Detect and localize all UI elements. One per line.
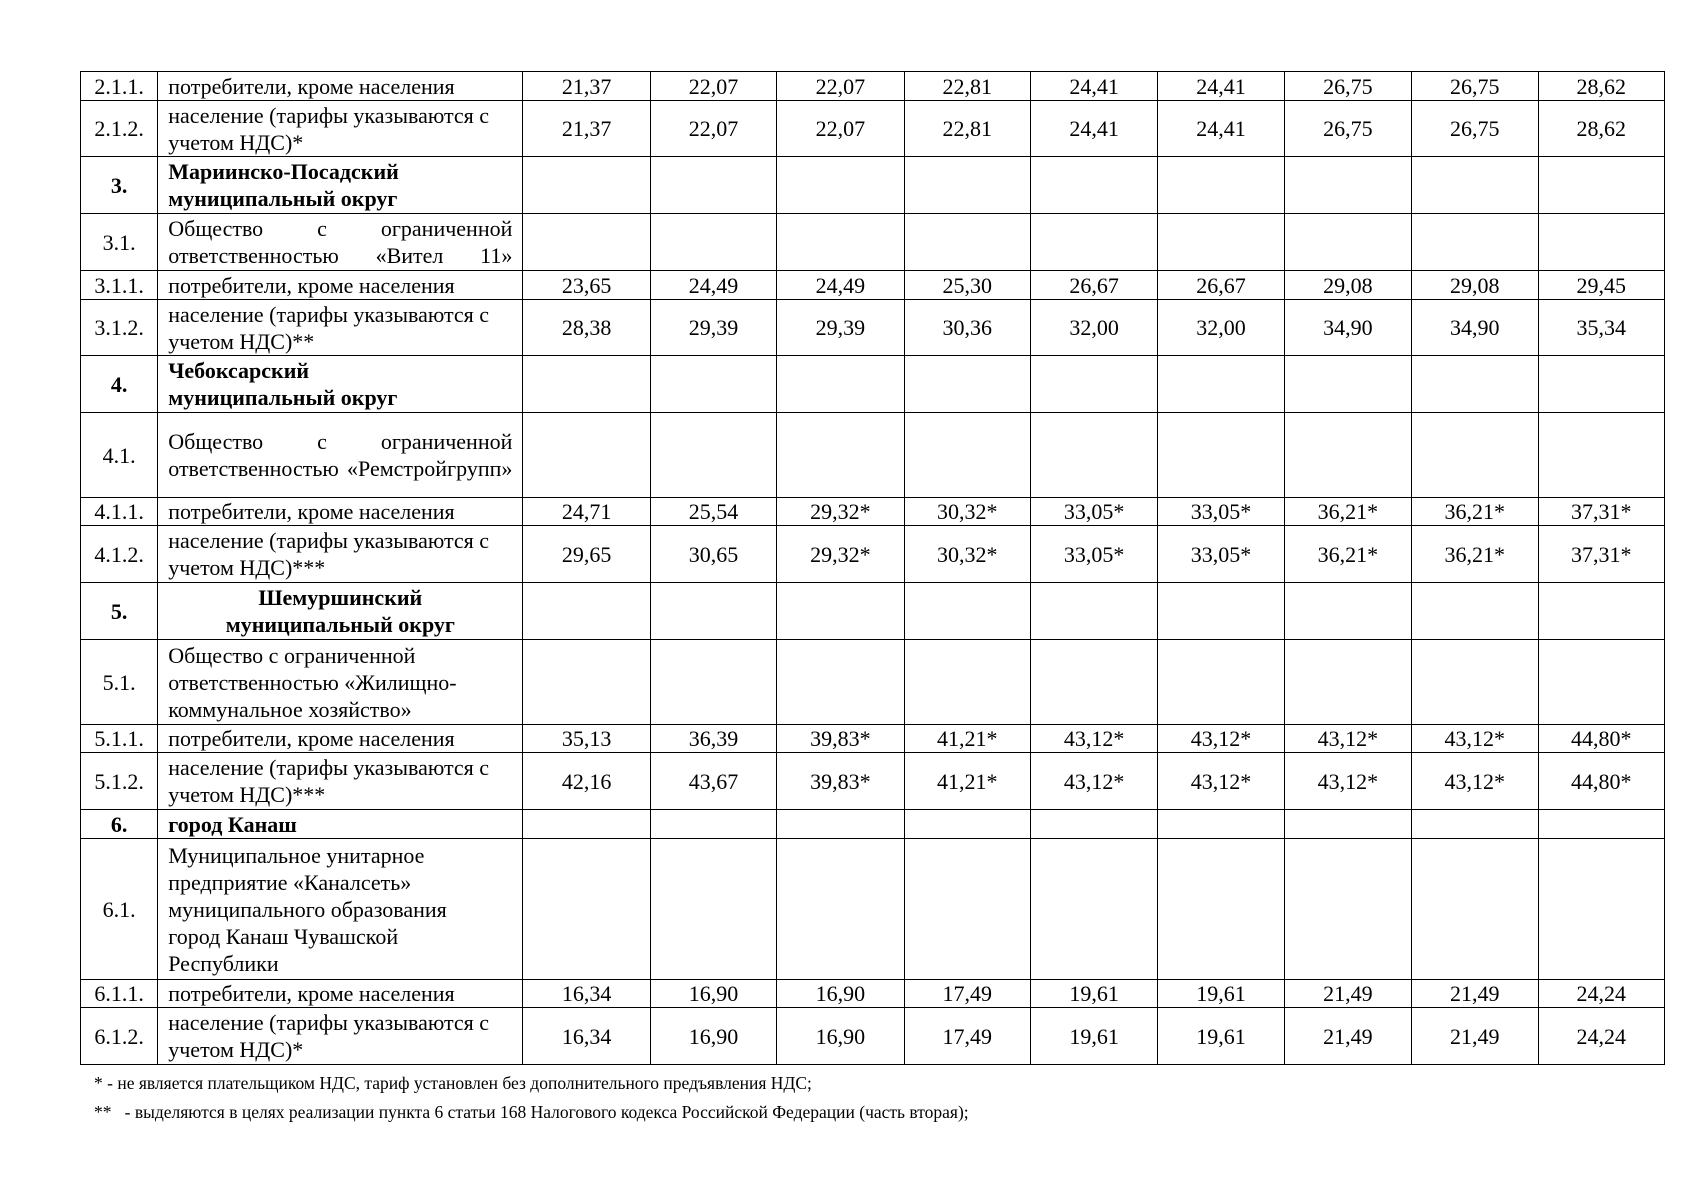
value-cell: 39,83* <box>777 725 904 753</box>
value-cell <box>1412 839 1538 980</box>
value-cell <box>1538 157 1665 214</box>
value-cell <box>523 583 650 640</box>
value-cell <box>650 356 776 413</box>
value-cell: 39,83* <box>777 753 904 810</box>
value-cell: 24,49 <box>777 271 904 300</box>
value-cell: 29,39 <box>777 300 904 356</box>
row-number: 5.1.1. <box>81 725 158 753</box>
table-row <box>81 640 1665 725</box>
row-number: 3.1.1. <box>81 271 158 300</box>
value-cell <box>650 810 776 839</box>
value-cell: 26,75 <box>1284 72 1411 101</box>
value-cell: 19,61 <box>1158 980 1284 1008</box>
value-cell <box>904 640 1030 725</box>
value-cell: 43,12* <box>1284 725 1411 753</box>
value-cell <box>1538 583 1665 640</box>
value-cell <box>1158 356 1284 413</box>
row-name: Общество с ограниченной ответственностью «Жилищно-коммунальное хозяйство» <box>158 640 523 725</box>
value-cell <box>904 839 1030 980</box>
value-cell: 19,61 <box>1158 1008 1284 1065</box>
row-number: 3.1.2. <box>81 300 158 356</box>
value-cell: 42,16 <box>523 753 650 810</box>
value-cell: 30,65 <box>650 526 776 583</box>
value-cell: 33,05* <box>1030 526 1157 583</box>
value-cell: 26,75 <box>1412 101 1538 157</box>
section-row <box>81 583 1665 640</box>
row-number: 5.1. <box>81 640 158 725</box>
value-cell: 36,21* <box>1412 498 1538 526</box>
value-cell: 29,32* <box>777 526 904 583</box>
section-title: Чебоксарский муниципальный округ <box>158 356 523 413</box>
value-cell <box>1158 413 1284 498</box>
table-row <box>81 300 1665 356</box>
section-title: город Канаш <box>158 810 523 839</box>
value-cell: 30,32* <box>904 526 1030 583</box>
value-cell: 26,67 <box>1030 271 1157 300</box>
section-number: 3. <box>81 157 158 214</box>
row-number: 4.1.1. <box>81 498 158 526</box>
value-cell <box>777 839 904 980</box>
value-cell: 22,07 <box>650 72 776 101</box>
value-cell: 21,49 <box>1412 1008 1538 1065</box>
value-cell <box>777 157 904 214</box>
value-cell <box>650 640 776 725</box>
value-cell: 29,39 <box>650 300 776 356</box>
value-cell <box>1284 214 1411 271</box>
value-cell <box>1030 157 1157 214</box>
value-cell: 23,65 <box>523 271 650 300</box>
value-cell: 37,31* <box>1538 498 1665 526</box>
value-cell <box>1412 413 1538 498</box>
value-cell: 43,12* <box>1284 753 1411 810</box>
value-cell: 36,21* <box>1284 498 1411 526</box>
row-number: 2.1.2. <box>81 101 158 157</box>
value-cell: 24,41 <box>1158 72 1284 101</box>
value-cell <box>1412 583 1538 640</box>
table-row <box>81 753 1665 810</box>
section-title: Шемуршинский муниципальный округ <box>158 583 523 640</box>
value-cell <box>904 413 1030 498</box>
value-cell: 24,24 <box>1538 1008 1665 1065</box>
section-row <box>81 810 1665 839</box>
value-cell: 17,49 <box>904 1008 1030 1065</box>
value-cell <box>1284 413 1411 498</box>
value-cell <box>523 839 650 980</box>
value-cell: 22,07 <box>777 101 904 157</box>
table-row <box>81 980 1665 1008</box>
row-number: 6.1.1. <box>81 980 158 1008</box>
value-cell <box>1538 839 1665 980</box>
value-cell <box>1158 810 1284 839</box>
value-cell <box>1158 583 1284 640</box>
value-cell <box>1412 157 1538 214</box>
value-cell: 16,90 <box>777 980 904 1008</box>
value-cell <box>1030 214 1157 271</box>
value-cell <box>1158 640 1284 725</box>
value-cell: 26,75 <box>1284 101 1411 157</box>
value-cell <box>777 810 904 839</box>
value-cell <box>1538 640 1665 725</box>
section-row <box>81 356 1665 413</box>
value-cell <box>1412 810 1538 839</box>
table-row <box>81 526 1665 583</box>
value-cell: 22,81 <box>904 101 1030 157</box>
row-name: население (тарифы указываются с учетом НДС)* <box>158 1008 523 1065</box>
value-cell <box>1412 356 1538 413</box>
value-cell <box>1284 640 1411 725</box>
table-row <box>81 214 1665 271</box>
value-cell <box>1538 810 1665 839</box>
value-cell: 17,49 <box>904 980 1030 1008</box>
value-cell: 29,08 <box>1412 271 1538 300</box>
row-number: 3.1. <box>81 214 158 271</box>
value-cell: 16,34 <box>523 1008 650 1065</box>
value-cell: 25,30 <box>904 271 1030 300</box>
table-row <box>81 725 1665 753</box>
row-number: 4.1. <box>81 413 158 498</box>
value-cell: 24,41 <box>1030 72 1157 101</box>
table-row <box>81 101 1665 157</box>
value-cell: 36,21* <box>1412 526 1538 583</box>
value-cell <box>1030 413 1157 498</box>
value-cell <box>650 157 776 214</box>
section-number: 5. <box>81 583 158 640</box>
value-cell: 29,32* <box>777 498 904 526</box>
value-cell: 21,37 <box>523 72 650 101</box>
value-cell <box>1158 214 1284 271</box>
value-cell <box>650 583 776 640</box>
value-cell: 29,65 <box>523 526 650 583</box>
value-cell: 33,05* <box>1030 498 1157 526</box>
value-cell: 30,36 <box>904 300 1030 356</box>
section-title: Мариинско-Посадский муниципальный округ <box>158 157 523 214</box>
table-row <box>81 271 1665 300</box>
value-cell: 44,80* <box>1538 753 1665 810</box>
value-cell <box>1030 640 1157 725</box>
value-cell: 16,34 <box>523 980 650 1008</box>
value-cell: 24,71 <box>523 498 650 526</box>
row-name: население (тарифы указываются с учетом НДС)* <box>158 101 523 157</box>
row-number: 6.1.2. <box>81 1008 158 1065</box>
table-row <box>81 413 1665 498</box>
value-cell: 24,24 <box>1538 980 1665 1008</box>
value-cell <box>1030 839 1157 980</box>
row-name: Общество с ограниченной ответственностью «Ремстройгрупп» <box>158 413 523 498</box>
value-cell: 25,54 <box>650 498 776 526</box>
row-name: потребители, кроме населения <box>158 72 523 101</box>
table-row <box>81 1008 1665 1065</box>
row-name: население (тарифы указываются с учетом НДС)*** <box>158 526 523 583</box>
value-cell: 28,62 <box>1538 72 1665 101</box>
value-cell <box>1538 413 1665 498</box>
section-number: 6. <box>81 810 158 839</box>
value-cell <box>904 583 1030 640</box>
value-cell: 21,49 <box>1284 980 1411 1008</box>
value-cell: 37,31* <box>1538 526 1665 583</box>
value-cell: 29,08 <box>1284 271 1411 300</box>
value-cell: 22,07 <box>650 101 776 157</box>
value-cell: 26,67 <box>1158 271 1284 300</box>
value-cell: 32,00 <box>1030 300 1157 356</box>
value-cell <box>777 356 904 413</box>
value-cell <box>1158 157 1284 214</box>
table-row <box>81 72 1665 101</box>
row-name: население (тарифы указываются с учетом НДС)*** <box>158 753 523 810</box>
footnote-tax-code: ** - выделяются в целях реализации пункта 6 статьи 168 Налогового кодекса Российской Федерации (часть вторая); <box>94 1102 969 1122</box>
value-cell: 41,21* <box>904 753 1030 810</box>
value-cell: 32,00 <box>1158 300 1284 356</box>
value-cell <box>904 810 1030 839</box>
row-number: 6.1. <box>81 839 158 980</box>
value-cell <box>904 356 1030 413</box>
row-name: Муниципальное унитарное предприятие «Каналсеть» муниципального образования город Канаш Чувашской Республики <box>158 839 523 980</box>
table-row <box>81 839 1665 980</box>
value-cell: 35,13 <box>523 725 650 753</box>
value-cell <box>523 640 650 725</box>
value-cell <box>650 839 776 980</box>
value-cell: 30,32* <box>904 498 1030 526</box>
value-cell: 33,05* <box>1158 526 1284 583</box>
value-cell <box>523 413 650 498</box>
row-name: население (тарифы указываются с учетом НДС)** <box>158 300 523 356</box>
value-cell: 16,90 <box>650 1008 776 1065</box>
value-cell <box>523 157 650 214</box>
value-cell <box>523 214 650 271</box>
value-cell: 43,12* <box>1158 725 1284 753</box>
value-cell <box>1284 810 1411 839</box>
value-cell: 43,12* <box>1030 725 1157 753</box>
value-cell: 24,41 <box>1158 101 1284 157</box>
value-cell: 35,34 <box>1538 300 1665 356</box>
value-cell <box>1284 839 1411 980</box>
value-cell <box>650 214 776 271</box>
value-cell <box>904 214 1030 271</box>
section-row <box>81 157 1665 214</box>
value-cell: 16,90 <box>777 1008 904 1065</box>
value-cell: 43,12* <box>1412 753 1538 810</box>
value-cell: 21,49 <box>1412 980 1538 1008</box>
value-cell <box>650 413 776 498</box>
value-cell <box>904 157 1030 214</box>
value-cell <box>1158 839 1284 980</box>
value-cell <box>777 640 904 725</box>
value-cell: 34,90 <box>1284 300 1411 356</box>
row-name: Общество с ограниченной ответственностью «Вител 11» <box>158 214 523 271</box>
value-cell: 21,49 <box>1284 1008 1411 1065</box>
footnote-vat-exempt: * - не является плательщиком НДС, тариф установлен без дополнительного предъявления НДС; <box>94 1073 812 1093</box>
value-cell <box>1412 214 1538 271</box>
value-cell <box>1284 356 1411 413</box>
section-number: 4. <box>81 356 158 413</box>
row-name: потребители, кроме населения <box>158 498 523 526</box>
value-cell <box>1030 356 1157 413</box>
value-cell: 43,12* <box>1412 725 1538 753</box>
value-cell <box>1538 214 1665 271</box>
row-name: потребители, кроме населения <box>158 271 523 300</box>
value-cell <box>1030 810 1157 839</box>
value-cell <box>1030 583 1157 640</box>
value-cell: 26,75 <box>1412 72 1538 101</box>
value-cell <box>1412 640 1538 725</box>
value-cell: 34,90 <box>1412 300 1538 356</box>
value-cell: 21,37 <box>523 101 650 157</box>
row-number: 4.1.2. <box>81 526 158 583</box>
tariff-table <box>80 71 1665 1065</box>
table-row <box>81 498 1665 526</box>
value-cell <box>777 413 904 498</box>
value-cell: 43,67 <box>650 753 776 810</box>
value-cell: 24,49 <box>650 271 776 300</box>
value-cell <box>523 356 650 413</box>
value-cell: 28,38 <box>523 300 650 356</box>
row-number: 5.1.2. <box>81 753 158 810</box>
value-cell: 41,21* <box>904 725 1030 753</box>
value-cell <box>1284 157 1411 214</box>
row-name: потребители, кроме населения <box>158 980 523 1008</box>
value-cell: 22,81 <box>904 72 1030 101</box>
value-cell: 36,39 <box>650 725 776 753</box>
value-cell <box>777 583 904 640</box>
value-cell: 43,12* <box>1158 753 1284 810</box>
value-cell: 36,21* <box>1284 526 1411 583</box>
value-cell: 44,80* <box>1538 725 1665 753</box>
value-cell <box>777 214 904 271</box>
value-cell: 33,05* <box>1158 498 1284 526</box>
value-cell: 43,12* <box>1030 753 1157 810</box>
value-cell: 19,61 <box>1030 980 1157 1008</box>
value-cell: 29,45 <box>1538 271 1665 300</box>
value-cell: 28,62 <box>1538 101 1665 157</box>
footnotes <box>94 1069 969 1127</box>
value-cell: 22,07 <box>777 72 904 101</box>
value-cell <box>523 810 650 839</box>
value-cell: 19,61 <box>1030 1008 1157 1065</box>
value-cell <box>1284 583 1411 640</box>
row-number: 2.1.1. <box>81 72 158 101</box>
value-cell: 24,41 <box>1030 101 1157 157</box>
row-name: потребители, кроме населения <box>158 725 523 753</box>
value-cell <box>1538 356 1665 413</box>
value-cell: 16,90 <box>650 980 776 1008</box>
